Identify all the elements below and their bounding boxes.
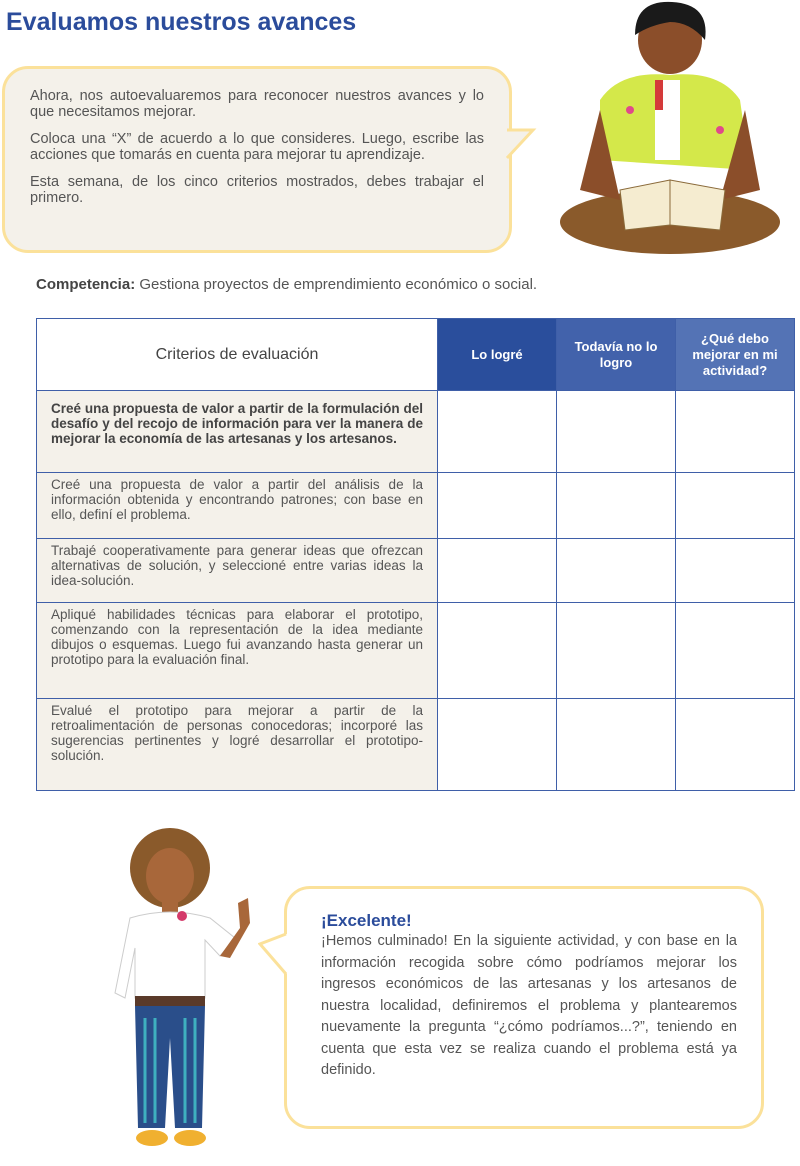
mejorar-cell[interactable] [676,391,795,473]
criterion-text: Trabajé cooperativamente para generar ideas que ofrezcan alternativas de solución, y seleccioné entre varias ideas la idea-solución. [37,539,438,603]
criterion-text: Creé una propuesta de valor a partir de la formulación del desafío y del recojo de información para ver la manera de mejorar la economía de las artesanas y los artesanos. [37,391,438,473]
bubble-tail [258,930,290,986]
header-todavia-no: Todavía no lo logro [557,319,676,391]
todavia-no-cell[interactable] [557,391,676,473]
table-header-row [37,319,795,391]
table-row [37,603,795,699]
boy-reading-illustration [560,0,795,262]
todavia-no-cell[interactable] [557,473,676,539]
table-row [37,473,795,539]
intro-paragraph: Ahora, nos autoevaluaremos para reconocer nuestros avances y lo que necesitamos mejorar. [30,88,484,120]
closing-speech-bubble [284,886,764,1129]
lo-logre-cell[interactable] [438,603,557,699]
competencia-line [36,276,537,293]
intro-speech-bubble [2,66,512,253]
page-title: Evaluamos nuestros avances [6,8,357,36]
lo-logre-cell[interactable] [438,391,557,473]
header-criterios: Criterios de evaluación [37,319,438,391]
criterion-text: Evalué el prototipo para mejorar a partir de la retroalimentación de personas conocedoras; incorporé las sugerencias pertinentes y logré desarrollar el prototipo-solución. [37,699,438,791]
mejorar-cell[interactable] [676,603,795,699]
todavia-no-cell[interactable] [557,603,676,699]
bubble-tail [505,118,537,168]
mejorar-cell[interactable] [676,473,795,539]
closing-heading: ¡Excelente! [321,911,412,930]
mejorar-cell[interactable] [676,539,795,603]
table-row [37,699,795,791]
competencia-text: Gestiona proyectos de emprendimiento económico o social. [135,276,538,293]
closing-text: ¡Hemos culminado! En la siguiente actividad, y con base en la información recogida sobre cómo podríamos mejorar los ingresos económicos de las artesanas y los artesanos de nuestra localidad, definiremos el problema y plantearemos nuevamente la pregunta “¿cómo podríamos...?”, teniendo en cuenta que esta vez se realiza cuando el problema está ya definido. [321,933,737,1078]
criterion-text: Creé una propuesta de valor a partir del análisis de la información obtenida y encontrando patrones; con base en ello, definí el problema. [37,473,438,539]
header-lo-logre: Lo logré [438,319,557,391]
intro-paragraph: Coloca una “X” de acuerdo a lo que consideres. Luego, escribe las acciones que tomarás en cuenta para mejorar tu aprendizaje. [30,131,484,163]
header-que-mejorar: ¿Qué debo mejorar en mi actividad? [676,319,795,391]
todavia-no-cell[interactable] [557,539,676,603]
mejorar-cell[interactable] [676,699,795,791]
lo-logre-cell[interactable] [438,539,557,603]
lo-logre-cell[interactable] [438,699,557,791]
lo-logre-cell[interactable] [438,473,557,539]
todavia-no-cell[interactable] [557,699,676,791]
intro-paragraph: Esta semana, de los cinco criterios mostrados, debes trabajar el primero. [30,174,484,206]
girl-thumbs-up-illustration [110,828,290,1166]
criterion-text: Apliqué habilidades técnicas para elaborar el prototipo, comenzando con la representación de la idea mediante dibujos o esquemas. Luego fui avanzando hasta generar un prototipo para la evaluación final. [37,603,438,699]
table-row [37,539,795,603]
competencia-label: Competencia: [36,276,136,293]
table-row [37,391,795,473]
evaluation-table [36,318,795,791]
